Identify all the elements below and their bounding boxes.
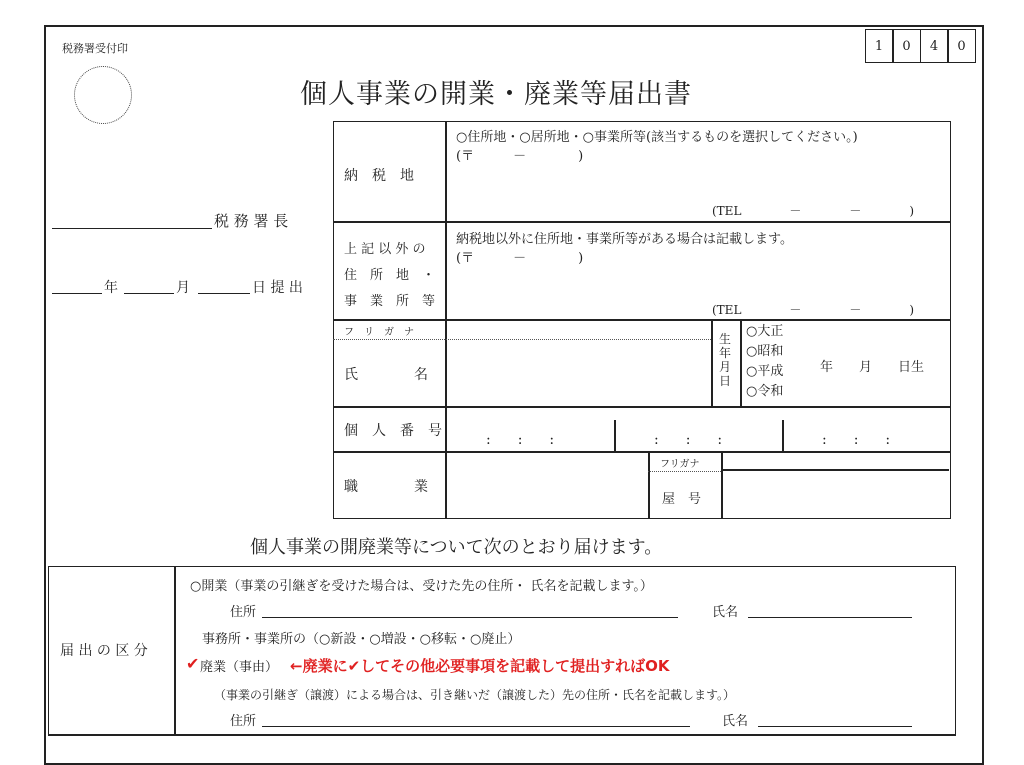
era-taisho[interactable]: ○大正 [746,324,784,339]
date-month-field[interactable] [124,277,174,294]
job-input[interactable] [446,453,648,517]
close-name-label: 氏名 [722,714,749,729]
transfer-note: （事業の引継ぎ（譲渡）による場合は、引き継いだ（譲渡した）先の住所・氏名を記載します。） [214,688,736,702]
form-number-digit: 0 [947,29,976,63]
date-submit-label: 日 提 出 [252,280,303,296]
my-number-dots-2: ::: [654,432,750,448]
date-year-field[interactable] [52,277,102,294]
other-address-note: 納税地以外に住所地・事業所等がある場合は記載します。 [456,232,793,247]
shop-name-label: 屋 号 [662,492,702,507]
tax-office-field[interactable] [52,210,212,229]
close-name-field[interactable] [758,710,912,727]
my-number-label: 個 人 番 号 [344,423,442,439]
table-divider [333,319,951,321]
table-divider [740,319,742,406]
name-input[interactable] [446,340,710,406]
filing-category-label: 届 出 の 区 分 [60,643,148,659]
tax-office-suffix: 税 務 署 長 [214,212,289,230]
open-option[interactable]: ○開業（事業の引継ぎを受けた場合は、受けた先の住所・ 氏名を記載します。） [190,579,653,594]
form-number [866,29,976,63]
form-number-digit: 0 [892,29,921,63]
furigana-label: フ リ ガ ナ [344,327,414,338]
nozeichi-options[interactable]: ○住所地・○居所地・○事業所等(該当するものを選択してください。) [456,130,858,145]
my-number-dots-1: ::: [486,432,582,448]
table-divider [648,451,650,519]
era-heisei[interactable]: ○平成 [746,364,784,379]
shop-name-input[interactable] [723,473,949,517]
birth-label: 生年月日 [719,332,732,388]
table-divider [721,469,949,471]
job-label: 職 業 [344,479,428,495]
annotation-note: ←廃業に✔してその他必要事項を記載して提出すればOK [290,657,670,675]
office-option[interactable]: 事務所・事業所の（○新設・○増設・○移転・○廃止） [202,632,521,647]
close-address-field[interactable] [262,710,690,727]
shop-furigana-label: フリガナ [660,459,700,470]
close-option[interactable]: 廃業（事由） [200,660,279,675]
open-name-label: 氏名 [712,605,739,620]
nozeichi-label: 納 税 地 [344,168,414,184]
stamp-circle [74,66,132,124]
other-address-label-2: 住 所 地 ・ [344,268,436,283]
table-divider [48,734,956,736]
birth-units[interactable]: 年 月 日生 [820,360,925,375]
stamp-label: 税務署受付印 [62,42,128,55]
close-address-label: 住所 [230,714,257,729]
open-name-field[interactable] [748,601,912,618]
table-divider [711,319,713,406]
date-day-field[interactable] [198,277,250,294]
other-address-postal[interactable]: (〒 － ) [456,251,584,266]
table-divider [174,566,176,736]
name-label: 氏 名 [344,367,428,383]
form-number-digit: 1 [865,29,894,63]
open-address-label: 住所 [230,605,257,620]
date-year-label: 年 [104,280,118,296]
era-reiwa[interactable]: ○令和 [746,384,784,399]
other-address-tel[interactable]: (TEL － － ) [712,303,915,317]
check-icon[interactable]: ✔ [186,654,200,673]
other-address-label-3: 事 業 所 等 [344,294,436,309]
era-showa[interactable]: ○昭和 [746,344,784,359]
furigana-divider [648,471,721,472]
date-month-label: 月 [176,280,190,296]
other-address-label-1: 上 記 以 外 の [344,242,426,257]
page-title: 個人事業の開業・廃業等届出書 [300,79,692,110]
nozeichi-postal[interactable]: (〒 － ) [456,149,584,164]
subtitle: 個人事業の開廃業等について次のとおり届けます。 [250,537,663,558]
form-number-digit: 4 [920,29,949,63]
my-number-dots-3: ::: [822,432,918,448]
table-divider [782,420,784,451]
open-address-field[interactable] [262,601,678,618]
table-divider [333,221,951,223]
nozeichi-tel[interactable]: (TEL － － ) [712,204,915,218]
table-divider [614,420,616,451]
